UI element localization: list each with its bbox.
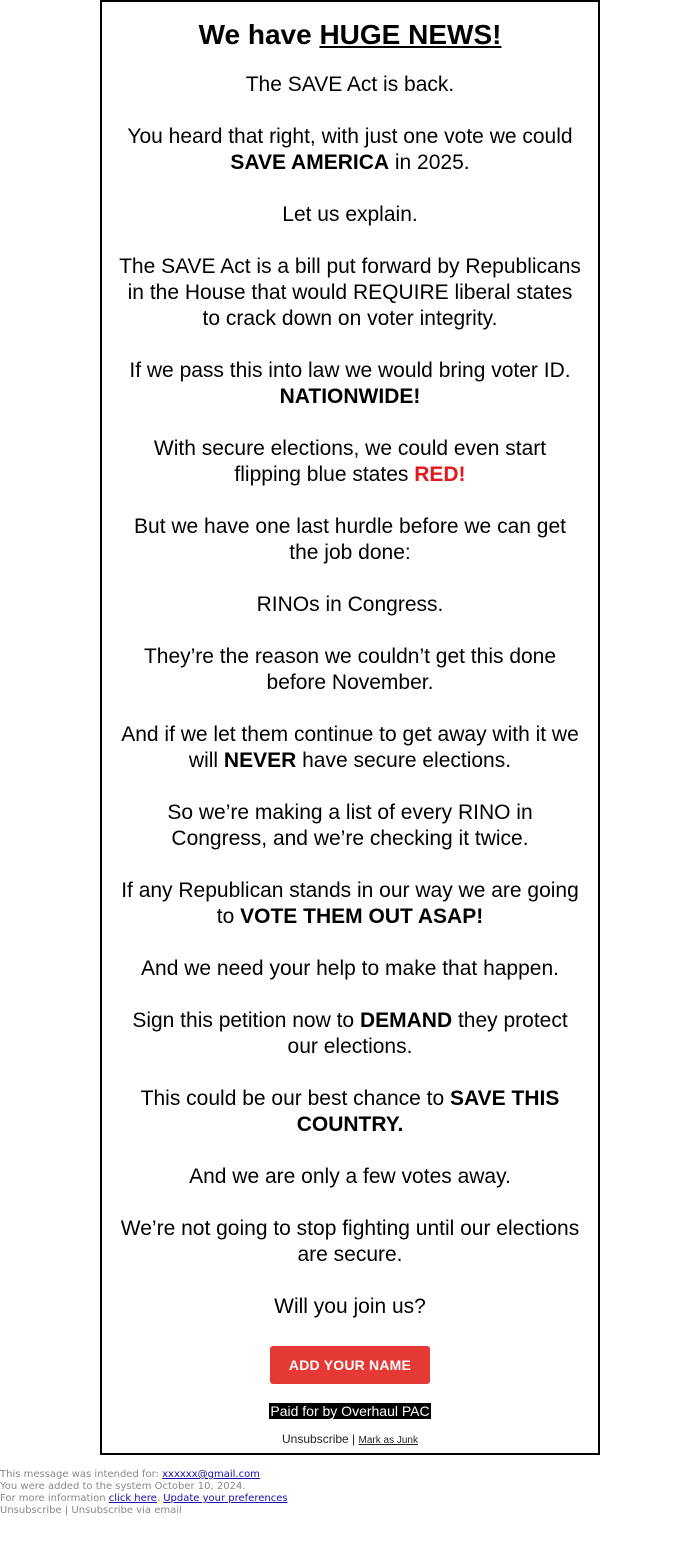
body-paragraph xyxy=(118,514,582,566)
paragraph-text: And if we let them continue to get away with it we will xyxy=(121,723,579,772)
emphasis-text: DEMAND xyxy=(359,1009,453,1032)
unsubscribe-separator: | xyxy=(348,1432,359,1446)
email-footer xyxy=(0,1469,288,1517)
paragraph-text: We’re not going to stop fighting until our elections are secure. xyxy=(120,1217,580,1266)
body-paragraph xyxy=(118,800,582,852)
footer-click-here-link[interactable]: click here xyxy=(108,1493,157,1504)
paragraph-text: Will you join us? xyxy=(274,1295,426,1318)
body-paragraph xyxy=(118,878,582,930)
footer-update-preferences-link[interactable]: Update your preferences xyxy=(163,1493,288,1504)
footer-unsubscribe-line[interactable]: Unsubscribe | Unsubscribe via email xyxy=(0,1505,182,1516)
paragraph-text: Let us explain. xyxy=(282,203,418,226)
paid-for-disclaimer xyxy=(102,1403,598,1421)
headline xyxy=(102,18,598,52)
paragraph-text: they protect our elections. xyxy=(287,1009,568,1058)
paragraph-text: have secure elections. xyxy=(296,749,512,772)
paragraph-text: With secure elections, we could even start flipping blue states xyxy=(153,437,547,486)
emphasis-text: VOTE THEM OUT ASAP! xyxy=(240,905,484,928)
paragraph-text: So we’re making a list of every RINO in Congress, and we’re checking it twice. xyxy=(167,801,533,850)
body-paragraph xyxy=(118,1164,582,1190)
paid-for-text: Paid for by Overhaul PAC xyxy=(270,1403,430,1419)
mark-as-junk-link[interactable]: Mark as Junk xyxy=(358,1435,418,1446)
paragraph-text: But we have one last hurdle before we can get the job done: xyxy=(134,515,566,564)
body-copy xyxy=(102,72,598,1320)
add-your-name-button[interactable]: ADD YOUR NAME xyxy=(270,1346,430,1384)
footer-intended-prefix: This message was intended for: xyxy=(0,1469,163,1480)
emphasis-text: SAVE AMERICA xyxy=(230,151,390,174)
emphasis-text: NATIONWIDE! xyxy=(279,385,421,408)
paragraph-text: If we pass this into law we would bring voter ID. xyxy=(129,359,571,382)
cta-wrap xyxy=(102,1346,598,1384)
footer-intended-line xyxy=(0,1469,288,1481)
body-paragraph xyxy=(118,436,582,488)
paragraph-text: They’re the reason we couldn’t get this done before November. xyxy=(143,645,557,694)
body-paragraph xyxy=(118,254,582,332)
paragraph-text: The SAVE Act is back. xyxy=(245,73,455,96)
unsubscribe-link[interactable]: Unsubscribe xyxy=(282,1432,349,1446)
headline-prefix: We have xyxy=(198,19,320,50)
body-paragraph xyxy=(118,124,582,176)
footer-info-prefix: For more information xyxy=(0,1493,109,1504)
paragraph-text: This could be our best chance to xyxy=(140,1087,451,1110)
body-paragraph xyxy=(118,1294,582,1320)
body-paragraph xyxy=(118,72,582,98)
headline-emphasis: HUGE NEWS! xyxy=(319,19,502,50)
body-paragraph xyxy=(118,202,582,228)
body-paragraph xyxy=(118,1086,582,1138)
paragraph-text: Sign this petition now to xyxy=(132,1009,360,1032)
paragraph-text: The SAVE Act is a bill put forward by Republicans in the House that would REQUIRE liberal states to crack down on voter integrity. xyxy=(119,255,581,330)
paragraph-text: RINOs in Congress. xyxy=(256,593,444,616)
paragraph-text: And we are only a few votes away. xyxy=(189,1165,511,1188)
body-paragraph xyxy=(118,956,582,982)
footer-info-sep: . xyxy=(156,1493,164,1504)
body-paragraph xyxy=(118,358,582,410)
paragraph-text: You heard that right, with just one vote we could xyxy=(127,125,573,148)
paragraph-text: And we need your help to make that happen. xyxy=(141,957,559,980)
footer-info-line xyxy=(0,1493,288,1505)
body-paragraph xyxy=(118,1216,582,1268)
email-card xyxy=(100,0,600,1455)
emphasis-text: NEVER xyxy=(223,749,297,772)
emphasis-text: SAVE THIS COUNTRY. xyxy=(296,1087,560,1136)
emphasis-text: RED! xyxy=(414,463,466,486)
footer-added-line: You were added to the system October 10, 2024. xyxy=(0,1481,246,1492)
body-paragraph xyxy=(118,1008,582,1060)
unsubscribe-row xyxy=(102,1432,598,1446)
paragraph-text: in 2025. xyxy=(389,151,470,174)
paragraph-text: If any Republican stands in our way we are going to xyxy=(121,879,579,928)
body-paragraph xyxy=(118,722,582,774)
body-paragraph xyxy=(118,592,582,618)
footer-email-link[interactable]: xxxxxx@gmail.com xyxy=(162,1469,260,1480)
body-paragraph xyxy=(118,644,582,696)
